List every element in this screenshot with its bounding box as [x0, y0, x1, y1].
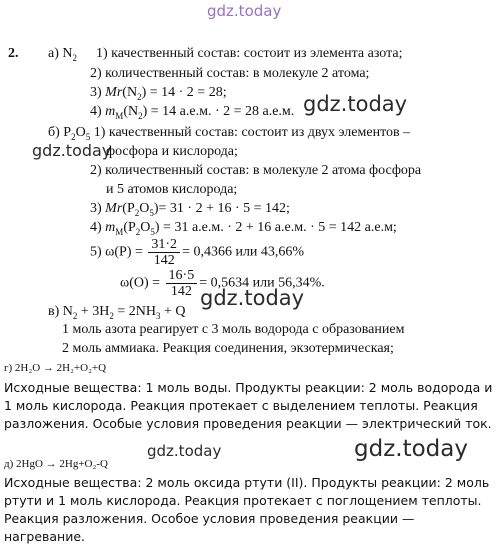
- part-b-line-5: 5) ω(P) = $\frac{31\cdot 2}{142}$ = 0,4366 или 43,66%: [90, 237, 305, 268]
- part-c-text-1: 1 моль азота реагирует с 3 моль водорода с образованием: [62, 322, 405, 337]
- watermark-header: gdz.today: [207, 2, 282, 20]
- part-d-equation: д) 2HgO → 2Hg+O₂-Q: [4, 458, 108, 470]
- watermark-1: gdz.today: [303, 92, 408, 116]
- part-b-line-3: 3) $Mr(P_2O_5)= 31 \cdot 2 + 16 \cdot 5 = 142$;: [90, 201, 290, 218]
- task-number: 2.: [8, 46, 19, 61]
- watermark-4: gdz.today: [147, 442, 222, 460]
- part-g-text: Исходные вещества: 1 моль воды. Продукты реакции: 2 моль водорода и 1 моль кислорода. Реакция протекает с выделением теплоты. Реакция разложения. Особые условия проведения реакции — электрический ток.: [4, 380, 493, 431]
- part-d-text: Исходные вещества: 2 моль оксида ртути (II). Продукты реакции: 2 моль ртути и 1 моль кислорода. Реакция протекает с поглощением теплоты. Реакция разложения. Особое условия проведения реакции — нагревание.: [4, 475, 490, 544]
- watermark-2: gdz.today: [32, 141, 112, 160]
- part-g-equation: г) 2H₂O → 2H₂+O₂+Q: [4, 362, 107, 374]
- watermark-5: gdz.today: [354, 436, 468, 462]
- part-b-line-2: 2) количественный состав: в молекуле 2 атома фосфора: [90, 163, 422, 178]
- part-a-line-4: 4) $m_M(N_2) = 14$ а.е.м. · 2 = 28 а.е.м.: [90, 104, 295, 121]
- part-b-line-4: 4) $m_M(P_2O_5) = 31$ а.е.м. · 2 + 16 а.е.м. · 5 = 142 а.е.м;: [90, 220, 397, 237]
- part-a-line-1: 1) качественный состав: состоит из элемента азота;: [96, 46, 403, 61]
- part-b-label: б) $P_2O_5$ 1) качественный состав: состоит из двух элементов –: [48, 125, 411, 142]
- part-a-line-3: 3) $Mr(N_2) = 14 \cdot 2 = 28$;: [90, 85, 227, 102]
- watermark-3: gdz.today: [200, 286, 305, 310]
- part-a-label: а) $N_2$: [48, 46, 77, 63]
- part-c-text-2: 2 моль аммиака. Реакция соединения, экзотермическая;: [62, 341, 394, 356]
- part-b-line-1b: фосфора и кислорода;: [106, 144, 238, 159]
- part-c-equation: в) $N_2 + 3H_2 = 2NH_3 + Q$: [48, 304, 186, 321]
- part-b-line-2b: и 5 атомов кислорода;: [106, 182, 238, 197]
- part-a-line-2: 2) количественный состав: в молекуле 2 атома;: [90, 66, 370, 81]
- part-b-line-6: ω(O) = $\frac{16\cdot 5}{142}$ = 0,5634 или 56,34%.: [120, 268, 325, 299]
